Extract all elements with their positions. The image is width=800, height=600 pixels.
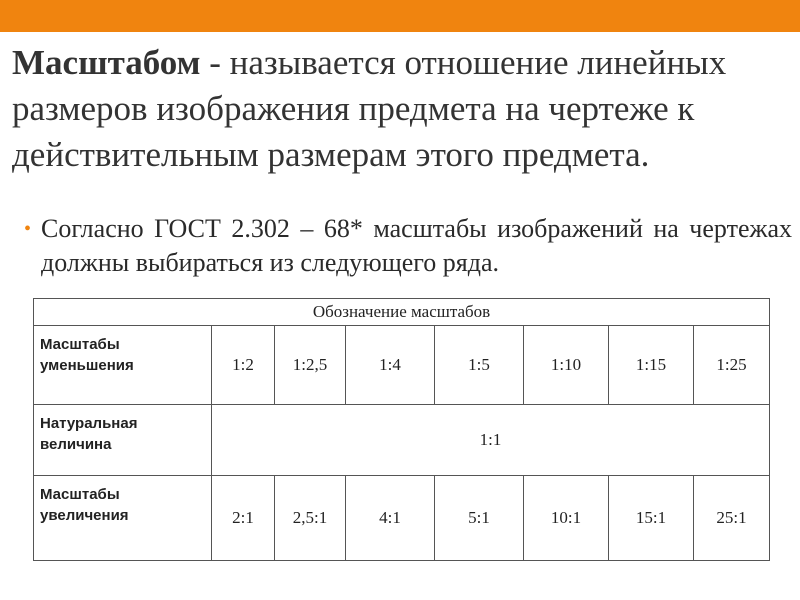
table-cell: 1:5 [435, 326, 524, 405]
table-cell: 10:1 [524, 476, 609, 561]
table-header-row [34, 299, 770, 326]
table-cell: 1:10 [524, 326, 609, 405]
table-cell: 2:1 [212, 476, 275, 561]
definition-text: - называется отношение линейных размеров изображения предмета на чертеже к действительным размерам этого предмета. [12, 43, 727, 174]
bullet-marker: • [24, 218, 32, 240]
table-row-reduction [34, 326, 770, 405]
definition-term: Масштабом [12, 43, 201, 82]
definition-paragraph [12, 40, 792, 178]
table-cell: 25:1 [694, 476, 770, 561]
row-label-enlargement: Масштабы увеличения [34, 476, 212, 561]
bullet-item [24, 212, 792, 280]
top-accent-bar [0, 0, 800, 32]
table-cell: 1:4 [346, 326, 435, 405]
table-cell: 1:2,5 [275, 326, 346, 405]
row-label-natural: Натуральная величина [34, 405, 212, 476]
table-header: Обозначение масштабов [34, 299, 770, 326]
bullet-text: Согласно ГОСТ 2.302 – 68* масштабы изображений на чертежах должны выбираться из следующего ряда. [41, 214, 792, 277]
table-cell: 1:2 [212, 326, 275, 405]
table-cell: 1:15 [609, 326, 694, 405]
table-row-enlargement [34, 476, 770, 561]
scales-table [33, 298, 770, 561]
table-cell: 5:1 [435, 476, 524, 561]
table-cell: 15:1 [609, 476, 694, 561]
table-cell: 2,5:1 [275, 476, 346, 561]
table-cell-merged: 1:1 [212, 405, 770, 476]
table-cell: 1:25 [694, 326, 770, 405]
table-row-natural [34, 405, 770, 476]
table-cell: 4:1 [346, 476, 435, 561]
row-label-reduction: Масштабы уменьшения [34, 326, 212, 405]
